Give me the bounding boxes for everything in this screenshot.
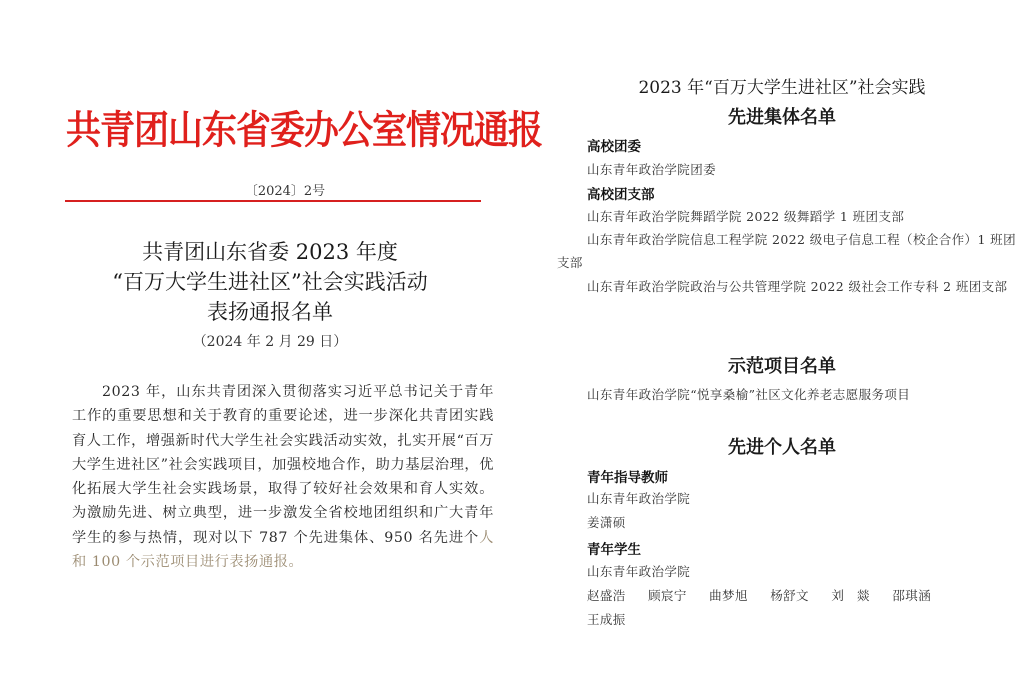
student-name: 曲梦旭 (709, 588, 748, 603)
red-divider (65, 200, 481, 202)
category-teacher: 青年指导教师 (587, 470, 668, 486)
demo-project-heading: 示范项目名单 (728, 356, 836, 377)
title-line-1: 共青团山东省委 2023 年度 (142, 240, 398, 264)
document-number: 〔2024〕2号 (244, 184, 326, 199)
demo-project-item: 山东青年政治学院“悦享桑榆”社区文化养老志愿服务项目 (587, 387, 911, 402)
right-page (540, 0, 1024, 682)
student-name: 杨舒文 (770, 588, 809, 603)
issue-date: （2024 年 2 月 29 日） (192, 334, 348, 350)
student-name-second-row: 王成振 (587, 612, 626, 627)
student-name: 刘 燚 (831, 588, 871, 603)
student-names-row (587, 586, 949, 604)
category-student: 青年学生 (587, 542, 641, 558)
branch-item-3: 山东青年政治学院政治与公共管理学院 2022 级社会工作专科 2 班团支部 (587, 279, 1008, 294)
title-line-3: 表扬通报名单 (207, 300, 333, 324)
header-title: 共青团山东省委办公室情况通报 (66, 107, 543, 154)
teacher-name: 姜潇硕 (587, 515, 626, 530)
individual-list-heading: 先进个人名单 (728, 437, 836, 458)
title-line-2: “百万大学生进社区”社会实践活动 (112, 270, 428, 294)
branch-item-1: 山东青年政治学院舞蹈学院 2022 级舞蹈学 1 班团支部 (587, 209, 905, 224)
school-committee-item: 山东青年政治学院团委 (587, 162, 717, 177)
list-title-line-1: 2023 年“百万大学生进社区”社会实践 (638, 78, 926, 98)
category-school-committee: 高校团委 (587, 139, 641, 155)
student-school: 山东青年政治学院 (587, 564, 691, 579)
student-name: 顾宸宁 (648, 588, 687, 603)
teacher-school: 山东青年政治学院 (587, 491, 691, 506)
body-paragraph (72, 380, 494, 574)
body-text: 2023 年，山东共青团深入贯彻落实习近平总书记关于青年工作的重要思想和关于教育的重要论述，进一步深化共青团实践育人工作，增强新时代大学生社会实践活动实效，扎实开展“百万大学生进社区”社会实践项目，加强校地合作，助力基层治理，优化拓展大学生社会实践场景，取得了较好社会效果和育人实效。为激励先进、树立典型，进一步激发全省校地团组织和广大青年学生的参与热情，现对以下 787 个先进集体、950 名先进个 (72, 384, 494, 546)
body-text-faded: 人和 100 个示范项目进行表扬通报。 (72, 529, 494, 571)
collective-list-heading: 先进集体名单 (728, 107, 836, 128)
branch-item-2: 山东青年政治学院信息工程学院 2022 级电子信息工程（校企合作）1 班团支部 (557, 232, 1016, 270)
category-branch: 高校团支部 (587, 187, 655, 203)
student-name: 赵盛浩 (587, 588, 626, 603)
student-name: 邵琪涵 (892, 588, 932, 603)
